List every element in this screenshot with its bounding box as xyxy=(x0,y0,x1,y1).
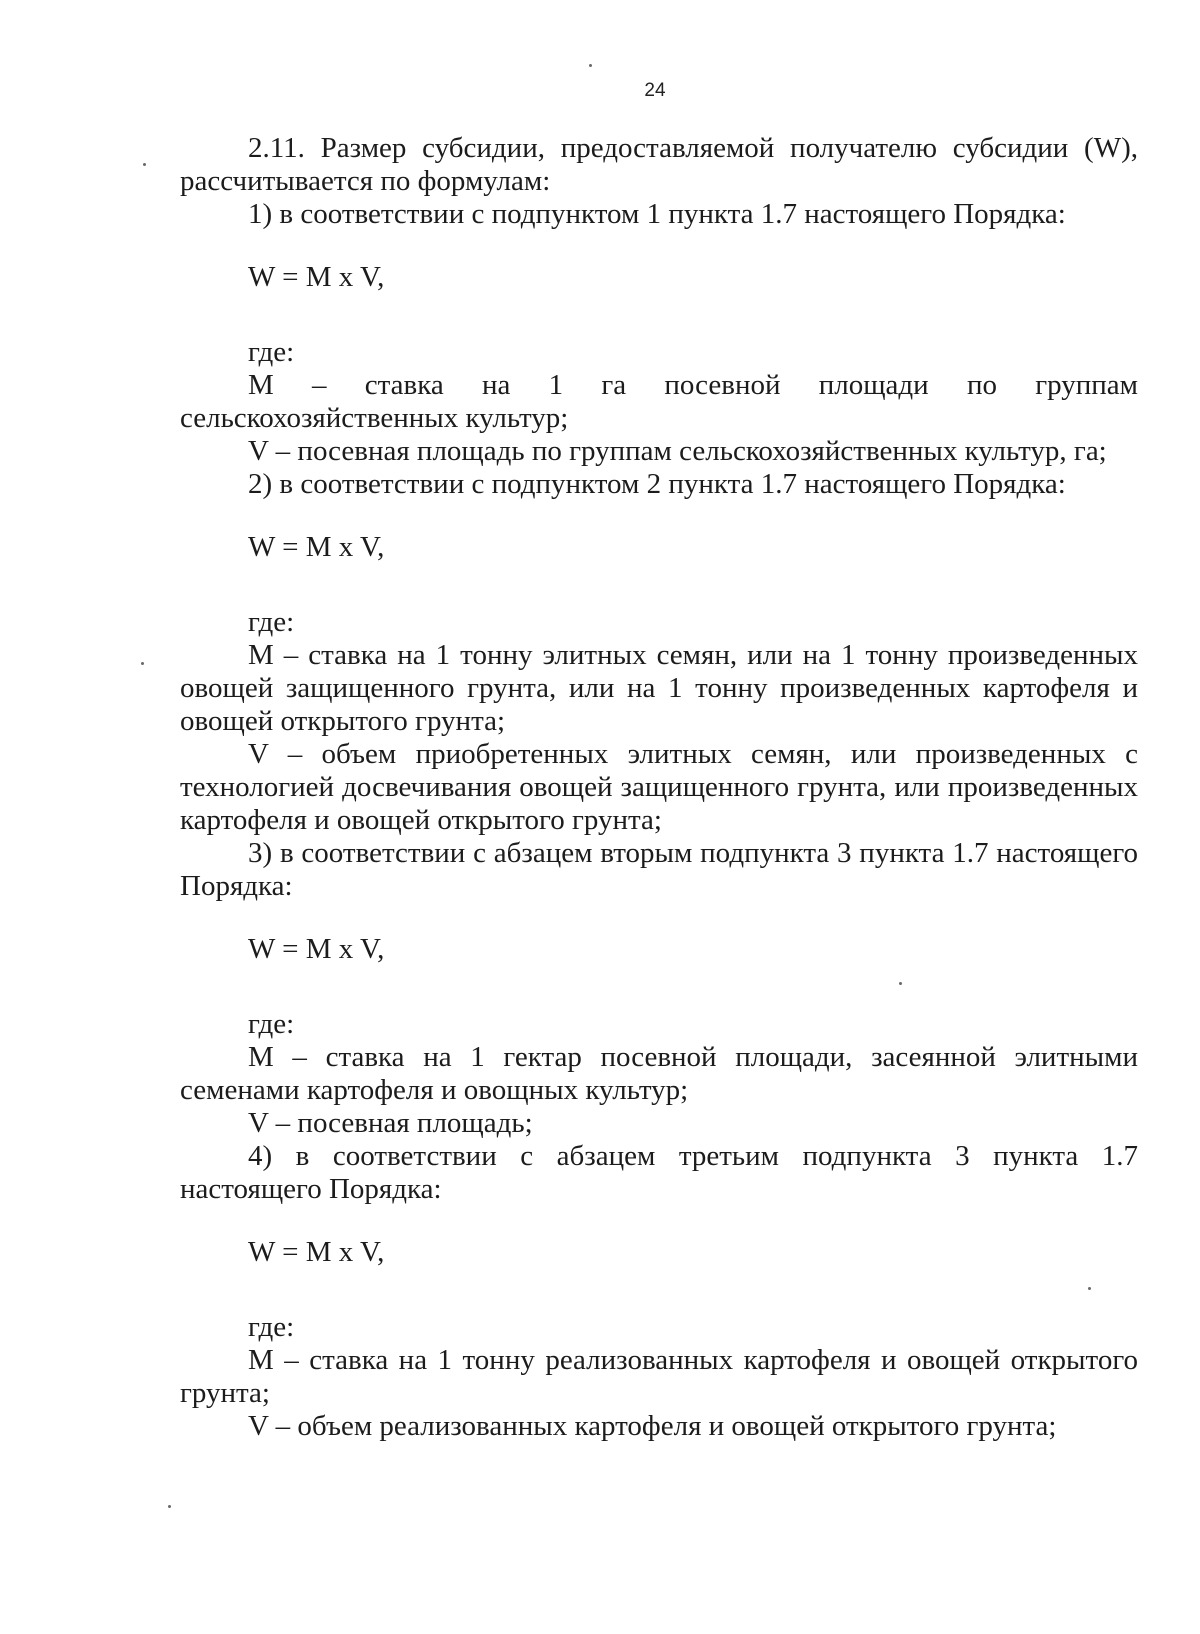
page-number: 24 xyxy=(644,80,666,101)
case-4-definition-m: M – ставка на 1 тонну реализованных картофеля и овощей открытого грунта; xyxy=(180,1344,1138,1409)
case-4-where-label: где: xyxy=(248,1311,295,1343)
case-2-where-label: где: xyxy=(248,606,295,638)
case-1-intro: 1) в соответствии с подпунктом 1 пункта 1.7 настоящего Порядка: xyxy=(248,198,1066,230)
scan-speck xyxy=(589,64,592,67)
case-3-definition-m: M – ставка на 1 гектар посевной площади, засеянной элитными семенами картофеля и овощных культур; xyxy=(180,1041,1138,1106)
case-1-formula: W = M x V, xyxy=(248,261,385,293)
scan-speck xyxy=(141,662,144,665)
case-3-definition-v: V – посевная площадь; xyxy=(248,1107,533,1139)
case-4-definition-v: V – объем реализованных картофеля и овощей открытого грунта; xyxy=(248,1410,1057,1442)
scan-speck xyxy=(168,1505,171,1508)
case-1-definition-m: M – ставка на 1 га посевной площади по группам сельскохозяйственных культур; xyxy=(180,369,1138,434)
spacer xyxy=(180,501,1138,531)
case-4-intro: 4) в соответствии с абзацем третьим подпункта 3 пункта 1.7 настоящего Порядка: xyxy=(180,1140,1138,1205)
case-2-definition-v: V – объем приобретенных элитных семян, или произведенных с технологией досвечивания овощей защищенного грунта, или произведенных картофеля и овощей открытого грунта; xyxy=(180,738,1138,836)
spacer xyxy=(180,1269,1138,1311)
document-body xyxy=(180,132,1138,1443)
section-heading-paragraph: 2.11. Размер субсидии, предоставляемой получателю субсидии (W), рассчитывается по формулам: xyxy=(180,132,1138,197)
spacer xyxy=(180,903,1138,933)
scan-speck xyxy=(899,982,902,985)
case-1-definition-v: V – посевная площадь по группам сельскохозяйственных культур, га; xyxy=(248,435,1107,467)
case-3-where-label: где: xyxy=(248,1008,295,1040)
scan-speck xyxy=(143,163,146,166)
spacer xyxy=(180,564,1138,606)
case-3-intro: 3) в соответствии с абзацем вторым подпункта 3 пункта 1.7 настоящего Порядка: xyxy=(180,837,1138,902)
spacer xyxy=(180,294,1138,336)
case-4-formula: W = M x V, xyxy=(248,1236,385,1268)
spacer xyxy=(180,231,1138,261)
spacer xyxy=(180,966,1138,1008)
case-2-definition-m: M – ставка на 1 тонну элитных семян, или на 1 тонну произведенных овощей защищенного грунта, или на 1 тонну произведенных картофеля и овощей открытого грунта; xyxy=(180,639,1138,737)
case-2-intro: 2) в соответствии с подпунктом 2 пункта 1.7 настоящего Порядка: xyxy=(248,468,1066,500)
case-2-formula: W = M x V, xyxy=(248,531,385,563)
case-1-where-label: где: xyxy=(248,336,295,368)
case-3-formula: W = M x V, xyxy=(248,933,385,965)
scan-speck xyxy=(1088,1287,1091,1290)
spacer xyxy=(180,1206,1138,1236)
